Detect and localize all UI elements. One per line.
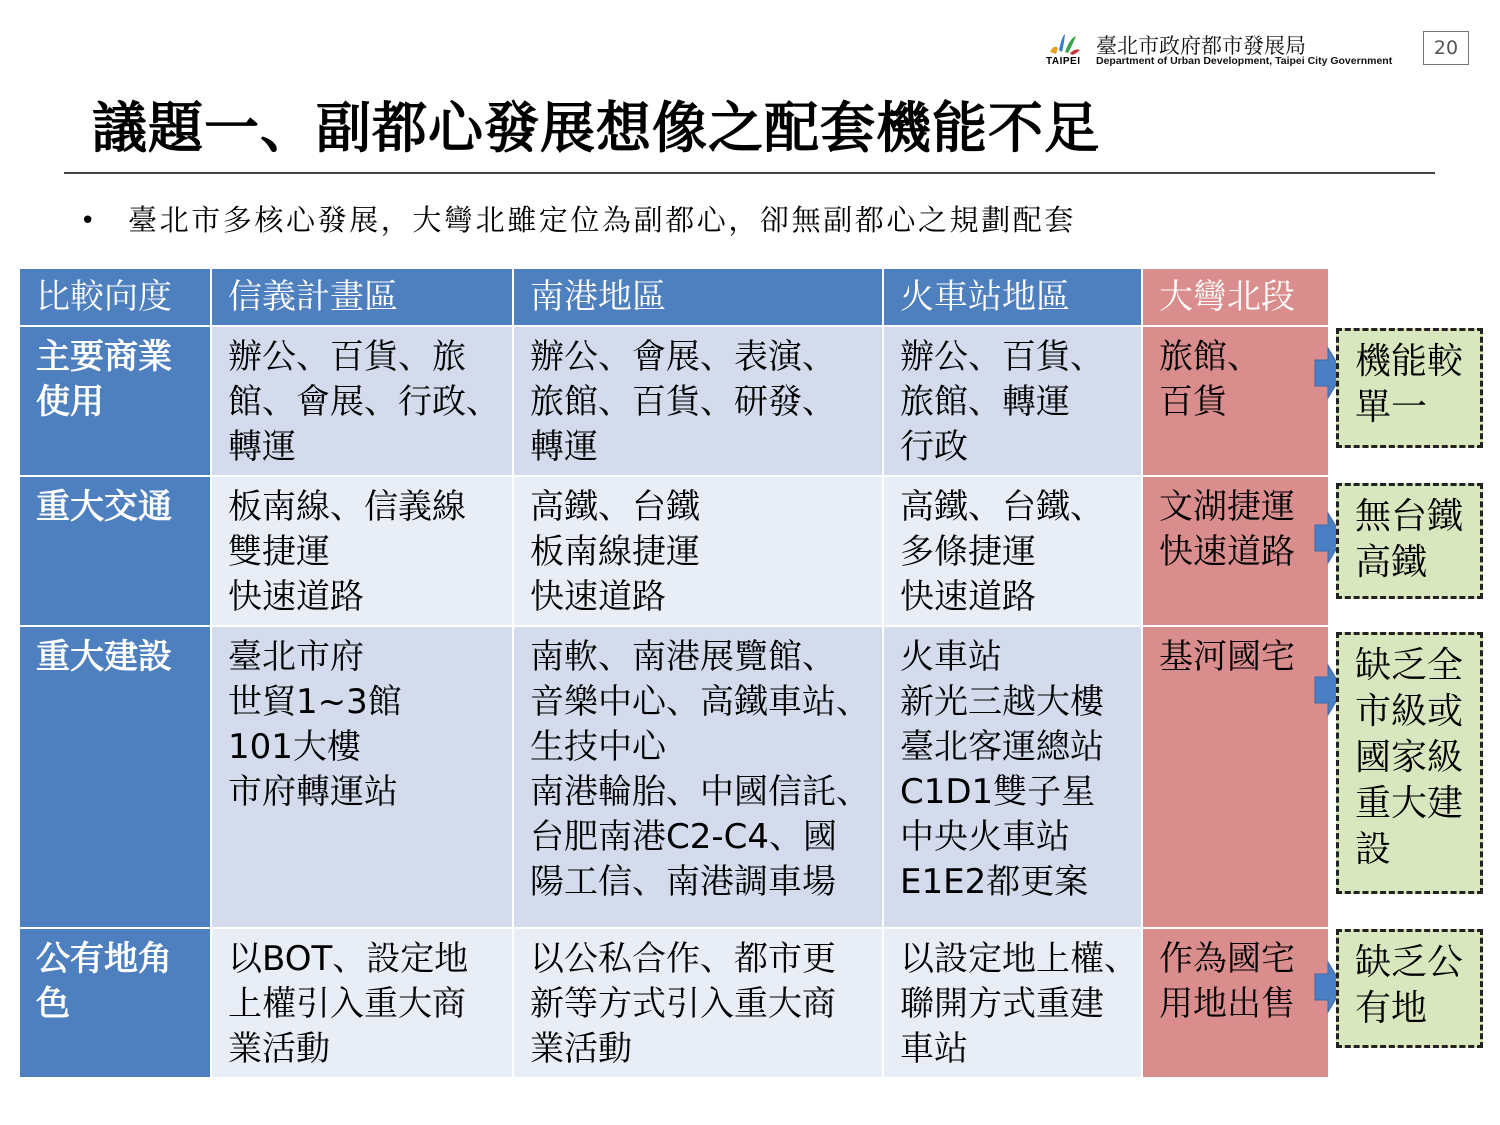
cell-line: 快速道路 [228,577,364,617]
conclusion-note [1336,632,1483,894]
row-label [19,626,211,928]
table-cell [883,476,1142,626]
note-line: 高鐵 [1355,542,1428,583]
comparison-table [18,267,1330,1079]
cell-line: 旅館、 [1159,337,1261,377]
cell-line: C1D1雙子星 [900,772,1096,812]
logo-wordmark: TAIPEI [1046,56,1081,67]
cell-line: 業活動 [530,1029,632,1069]
row-label-line: 色 [36,984,70,1024]
cell-line: 音樂中心、高鐵車站、 [530,682,870,722]
table-row [19,928,1329,1078]
table-cell [883,626,1142,928]
note-line: 缺乏公 [1355,942,1464,983]
table-header-cell: 比較向度 [19,268,211,326]
organization-name-zh: 臺北市政府都市發展局 [1096,34,1306,58]
cell-line: 行政 [900,427,968,467]
organization-name-en: Department of Urban Development, Taipei City Government [1096,55,1393,67]
cell-line: 作為國宅 [1159,939,1295,979]
cell-line: 館、會展、行政、 [228,382,500,422]
cell-line: 火車站 [900,637,1002,677]
row-label-line: 主要商業 [36,337,172,377]
cell-line: 以BOT、設定地 [228,939,469,979]
table-header-row [19,268,1329,326]
cell-line: 板南線、信義線 [228,487,466,527]
cell-line: 辦公、百貨、 [900,337,1104,377]
cell-line: 旅館、轉運 [900,382,1070,422]
cell-line: 世貿1~3館 [228,682,402,722]
table-cell [513,476,883,626]
conclusion-note [1336,483,1483,599]
note-line: 國家級 [1355,737,1464,778]
table-cell [513,326,883,476]
cell-line: 南軟、南港展覽館、 [530,637,836,677]
row-label [19,326,211,476]
table-header-cell: 信義計畫區 [211,268,513,326]
note-line: 機能較 [1355,341,1464,382]
table-header-cell: 大彎北段 [1142,268,1329,326]
cell-line: 臺北市府 [228,637,364,677]
cell-line: 多條捷運 [900,532,1036,572]
note-line: 有地 [1355,988,1428,1029]
table-cell [883,928,1142,1078]
bullet-marker: • [80,206,96,236]
cell-line: 轉運 [228,427,296,467]
note-line: 無台鐵 [1355,496,1464,537]
note-line: 市級或 [1355,691,1464,732]
table-header-cell: 火車站地區 [883,268,1142,326]
bullet-text: 臺北市多核心發展，大彎北雖定位為副都心，卻無副都心之規劃配套 [128,203,1077,237]
cell-line: 業活動 [228,1029,330,1069]
cell-line: 辦公、百貨、旅 [228,337,466,377]
table-cell [211,928,513,1078]
cell-line: 文湖捷運 [1159,487,1295,527]
cell-line: 以公私合作、都市更 [530,939,836,979]
cell-line: 基河國宅 [1159,637,1295,677]
table-cell [513,626,883,928]
row-label-line: 重大交通 [36,487,172,527]
table-cell [211,626,513,928]
table-row [19,626,1329,928]
table-cell-highlight [1142,928,1329,1078]
table-row [19,476,1329,626]
cell-line: 中央火車站 [900,817,1070,857]
row-label-line: 重大建設 [36,637,172,677]
cell-line: 快速道路 [1159,532,1295,572]
cell-line: 高鐵、台鐵、 [900,487,1104,527]
table-cell [883,326,1142,476]
cell-line: 高鐵、台鐵 [530,487,700,527]
cell-line: 辦公、會展、表演、 [530,337,836,377]
cell-line: 快速道路 [530,577,666,617]
page-number: 20 [1423,31,1469,65]
conclusion-note [1336,328,1483,448]
cell-line: 市府轉運站 [228,772,398,812]
note-line: 設 [1355,829,1392,870]
slide-title: 議題一、副都心發展想像之配套機能不足 [92,96,1101,160]
note-line: 缺乏全 [1355,645,1464,686]
cell-line: 101大樓 [228,727,361,767]
cell-line: 轉運 [530,427,598,467]
cell-line: 板南線捷運 [530,532,700,572]
table-cell [513,928,883,1078]
row-label-line: 公有地角 [36,939,172,979]
note-line: 重大建 [1355,783,1464,824]
title-divider [64,172,1435,174]
table-cell-highlight [1142,476,1329,626]
cell-line: 快速道路 [900,577,1036,617]
conclusion-note [1336,929,1483,1048]
cell-line: 台肥南港C2-C4、國 [530,817,838,857]
cell-line: 百貨 [1159,382,1227,422]
table-header-cell: 南港地區 [513,268,883,326]
row-label-line: 使用 [36,382,104,422]
cell-line: 新等方式引入重大商 [530,984,836,1024]
cell-line: 新光三越大樓 [900,682,1104,722]
note-line: 單一 [1355,387,1428,428]
row-label [19,476,211,626]
cell-line: 雙捷運 [228,532,330,572]
table-cell [211,326,513,476]
cell-line: 陽工信、南港調車場 [530,862,836,902]
cell-line: 以設定地上權、 [900,939,1138,979]
table-cell [211,476,513,626]
cell-line: 用地出售 [1159,984,1295,1024]
cell-line: 旅館、百貨、研發、 [530,382,836,422]
cell-line: 臺北客運總站 [900,727,1104,767]
table-cell-highlight [1142,626,1329,928]
cell-line: 生技中心 [530,727,666,767]
cell-line: 車站 [900,1029,968,1069]
table-cell-highlight [1142,326,1329,476]
table-row [19,326,1329,476]
cell-line: 聯開方式重建 [900,984,1104,1024]
cell-line: E1E2都更案 [900,862,1089,902]
cell-line: 上權引入重大商 [228,984,466,1024]
cell-line: 南港輪胎、中國信託、 [530,772,870,812]
row-label [19,928,211,1078]
